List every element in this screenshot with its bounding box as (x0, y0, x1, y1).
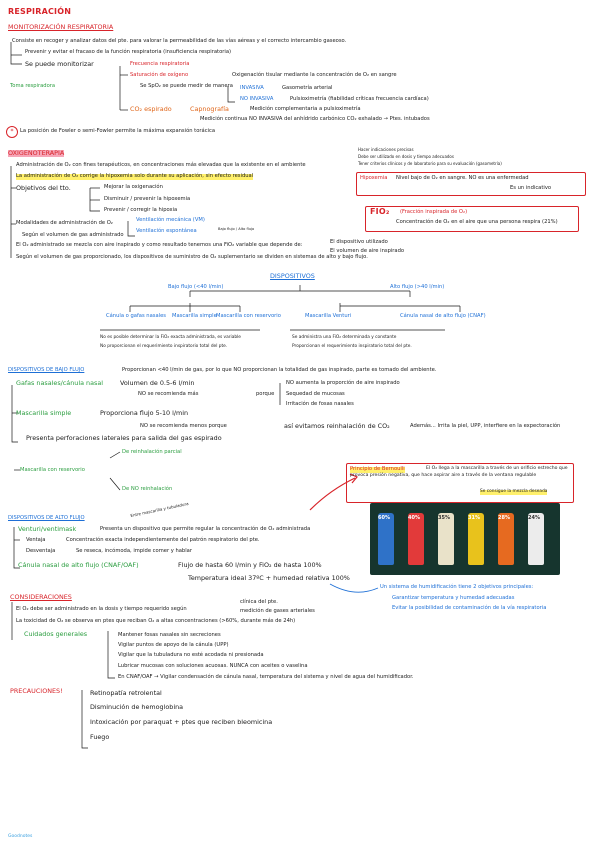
bajo-flujo-heading: DISPOSITIVOS DE BAJO FLUJO (8, 367, 85, 373)
humid-intro: Un sistema de humidificación tiene 2 objetivos principales: (380, 584, 534, 590)
right-note-3: Tener criterios clínicos y de laboratorio para su evaluación (gasometría) (358, 161, 502, 166)
monitorizacion-line1: Consiste en recoger y analizar datos del pte. para valorar la permeabilidad de las vías aéreas y el correcto intercambio gaseoso. (12, 38, 347, 44)
hipoxemia-term: Hipoxemia (360, 175, 388, 181)
mascarilla-flujo: Proporciona flujo 5-10 l/min (100, 409, 189, 417)
mascarilla-reservorio: Mascarilla con reservorio (20, 467, 85, 473)
fio2-dep-1: El dispositivo utilizado (330, 239, 388, 245)
ventilacion-mecanica: Ventilación mecánica (VM) (136, 217, 205, 223)
mascarilla-ademas: Además... Irrita la piel, UPP, interfiere en la expectoración (410, 423, 561, 429)
saturacion-desc: Oxigenación tisular mediante la concentración de O₂ en sangre (232, 72, 397, 78)
hipoxemia-desc: Nivel bajo de O₂ en sangre. NO es una enfermedad (396, 175, 529, 181)
mascarilla-perforaciones: Presenta perforaciones laterales para salida del gas espirado (26, 434, 222, 442)
porque-2: Sequedad de mucosas (286, 391, 345, 397)
precaucion-4: Fuego (90, 733, 110, 741)
fowler-note: La posición de Fowler o semi-Fowler permite la máxima expansión torácica (20, 128, 216, 134)
ventaja-label: Ventaja (26, 537, 46, 543)
capno-desc: Medición complementaria a pulsioximetría (250, 106, 361, 112)
segun-volumen-dispositivos: Según el volumen de gas proporcionado, los dispositivos de suministro de O₂ suplementario se dividen en sistemas de alto y bajo flujo. (16, 254, 368, 260)
segun-volumen-gas: Según el volumen de gas administrado (22, 232, 124, 238)
humid-1: Garantizar temperatura y humedad adecuadas (392, 595, 515, 601)
right-note-1: Hacer indicaciones precisas (358, 147, 414, 152)
no-invasiva-label: NO INVASIVA (240, 96, 274, 102)
bajo-2: Mascarilla simple (172, 313, 217, 319)
venturi-valves-photo (370, 503, 560, 575)
bernoulli-text: El O₂ llega a la mascarilla a través de un orificio estrecho que provoca presión negativa, que hace aspirar aire a través de la ventana regulable (350, 466, 568, 478)
alto-note-1: Se administra una FiO₂ determinada y constante (292, 335, 397, 340)
cuidado-3: Vigilar que la tubuladura no esté acodada ni presionada (118, 652, 264, 658)
consid-1b: medición de gases arteriales (240, 608, 315, 614)
cuidado-4: Lubricar mucosas con soluciones acuosas. NUNCA con aceites o vaselina (118, 663, 308, 669)
valve-label-5: 28% (498, 515, 510, 521)
mascarilla-no2: así evitamos reinhalación de CO₂ (284, 422, 390, 430)
fio2-desc: Concentración de O₂ en el aire que una persona respira (21%) (396, 219, 558, 225)
bajo-flujo-label: Bajo flujo (<40 l/min) (168, 284, 224, 290)
capnografia: Capnografía (190, 105, 229, 113)
monitorizacion-line2: Prevenir y evitar el fracaso de la función respiratoria (insuficiencia respiratoria) (25, 49, 232, 55)
consid-1: El O₂ debe ser administrado en la dosis y tiempo requerido según (16, 606, 187, 612)
humid-2: Evitar la posibilidad de contaminación de la vía respiratoria (392, 605, 547, 611)
alto-flujo-label: Alto flujo (>40 l/min) (390, 284, 445, 290)
cuidados-generales: Cuidados generales (24, 630, 88, 638)
bajo-3: Mascarilla con reservorio (216, 313, 281, 319)
bajo-flujo-intro: Proporcionan <40 l/min de gas, por lo que NO proporcionan la totalidad de gas inspirado, parte es tomado del ambiente. (122, 367, 437, 373)
objetivos-tto: Objetivos del tto. (16, 184, 71, 192)
precaucion-3: Intoxicación por paraquat + ptes que reciben bleomicina (90, 718, 273, 726)
hipoxemia-desc2: Es un indicativo (510, 185, 552, 191)
freq-respiratoria: Frecuencia respiratoria (130, 61, 190, 67)
goodnotes-logo: Goodnotes (8, 834, 33, 839)
venturi-desc: Presenta un dispositivo que permite regular la concentración de O₂ administrada (100, 526, 311, 532)
monitorizacion-line3: Se puede monitorizar (25, 60, 94, 68)
dispositivos-heading: DISPOSITIVOS (270, 272, 315, 280)
fio2-dep-2: El volumen de aire inspirado (330, 248, 405, 254)
porque-3: Irritación de fosas nasales (286, 401, 354, 407)
alto-2: Cánula nasal de alto flujo (CNAF) (400, 313, 486, 319)
objetivo-3: Prevenir / corregir la hipoxia (104, 207, 178, 213)
gafas-volumen: Volumen de 0.5-6 l/min (120, 379, 195, 387)
reinhalacion-parcial: De reinhalación parcial (122, 449, 182, 455)
precaucion-1: Retinopatía retrolental (90, 689, 162, 697)
right-note-2: Debe ser utilizado en dosis y tiempo adecuados (358, 154, 454, 159)
saturacion-oxigeno: Saturación de oxígeno (130, 72, 189, 78)
asterisk-icon: * (6, 126, 18, 138)
oxigeno-line2: La administración de O₂ corrige la hipoxemia solo durante su aplicación, sin efecto residual (16, 173, 254, 179)
valve-label-2: 40% (408, 515, 420, 521)
cnaf-temp: Temperatura ideal 37ºC + humedad relativa 100% (188, 574, 350, 582)
co2-espirado: CO₂ espirado (130, 105, 172, 113)
invasiva-desc: Gasometría arterial (282, 85, 333, 91)
valve-label-4: 31% (468, 515, 480, 521)
venturi-label: Venturi/ventimask (18, 525, 77, 533)
porque-label: porque (256, 391, 275, 397)
precauciones-heading: PRECAUCIONES! (10, 687, 63, 695)
porque-1: NO aumenta la proporción de aire inspirado (286, 380, 400, 386)
desventaja-desc: Se reseca, incómoda, impide comer y hablar (76, 548, 192, 554)
invasiva-label: INVASIVA (240, 85, 264, 91)
no-invasiva-desc: Pulsioximetría (fiabilidad críticas frecuencia cardíaca) (290, 96, 429, 102)
entre-mascarilla: Entre mascarilla y tubuladura (129, 500, 189, 519)
bajo-1: Cánula o gafas nasales (106, 313, 166, 319)
no-reinhalacion: De NO reinhalación (122, 486, 173, 492)
alto-flujo-heading: DISPOSITIVOS DE ALTO FLUJO (8, 515, 85, 521)
objetivo-1: Mejorar la oxigenación (104, 184, 163, 190)
bernoulli-text2: Se consigue la mezcla deseada (480, 489, 548, 494)
spo2-line: Se SpO₂ se puede medir de manera (140, 83, 233, 89)
bajo-note-2: No proporcionan el requerimiento inspiratorio total del pte. (100, 344, 228, 349)
modalidades: Modalidades de administración de O₂ (16, 220, 113, 226)
ve-note: Bajo flujo / Alto flujo (218, 227, 255, 231)
gafas-no-recomienda: NO se recomienda más (138, 391, 199, 397)
toma-respiradora: Toma respiradora (10, 83, 56, 89)
monitorizacion-heading: MONITORIZACIÓN RESPIRATORIA (8, 23, 114, 31)
desventaja-label: Desventaja (26, 548, 56, 554)
ventaja-desc: Concentración exacta independientemente del patrón respiratorio del pte. (66, 537, 260, 543)
cnaf-label: Cánula nasal de alto flujo (CNAF/OAF) (18, 561, 139, 569)
capno-desc2: Medición continua NO INVASIVA del anhídrido carbónico CO₂ exhalado → Ptes. intubados (200, 116, 430, 122)
ventilacion-espontanea: Ventilación espontánea (136, 228, 197, 234)
alto-note-2: Proporcionan el requerimiento inspiratorio total del pte. (292, 344, 412, 349)
valve-label-3: 35% (438, 515, 450, 521)
valve-label-1: 60% (378, 515, 390, 521)
gafas-nasales: Gafas nasales/cánula nasal (16, 379, 104, 387)
objetivo-2: Disminuir / prevenir la hipoxemia (104, 196, 191, 202)
cnaf-desc: Flujo de hasta 60 l/min y FiO₂ de hasta 100% (178, 561, 322, 569)
alto-1: Mascarilla Venturi (305, 313, 352, 319)
oxigenoterapia-heading: OXIGENOTERAPIA (8, 149, 65, 157)
fio2-variable-line: El O₂ administrado se mezcla con aire inspirado y como resultado tenemos una FiO₂ variable que depende de: (16, 242, 303, 248)
consid-1a: clínica del pte. (240, 599, 278, 605)
mascarilla-simple: Mascarilla simple (16, 409, 72, 417)
cuidado-2: Vigilar puntos de apoyo de la cánula (UPP) (118, 642, 229, 648)
bernoulli-title: Principio de Bernoulli (350, 466, 405, 472)
fio2-term: FIO₂ (370, 207, 390, 216)
precaucion-2: Disminución de hemoglobina (90, 703, 184, 711)
fio2-full: (Fracción inspirada de O₂) (400, 209, 468, 215)
mascarilla-no: NO se recomienda menos porque (140, 423, 227, 429)
consideraciones-heading: CONSIDERACIONES (10, 593, 72, 601)
valve-label-6: 24% (528, 515, 540, 521)
cuidado-1: Mantener fosas nasales sin secreciones (118, 632, 221, 638)
cuidado-5: En CNAF/OAF → Vigilar condensación de cánula nasal, temperatura del sistema y nivel de agua del humidificador. (118, 674, 414, 680)
consid-2: La toxicidad de O₂ se observa en ptes que reciban O₂ a altas concentraciones (>60%, durante más de 24h) (16, 618, 296, 624)
bajo-note-1: No es posible determinar la FiO₂ exacta administrada, es variable (100, 335, 241, 340)
page-title: RESPIRACIÓN (8, 7, 72, 16)
oxigeno-line1: Administración de O₂ con fines terapéuticos, en concentraciones más elevadas que la existente en el ambiente (16, 162, 306, 168)
